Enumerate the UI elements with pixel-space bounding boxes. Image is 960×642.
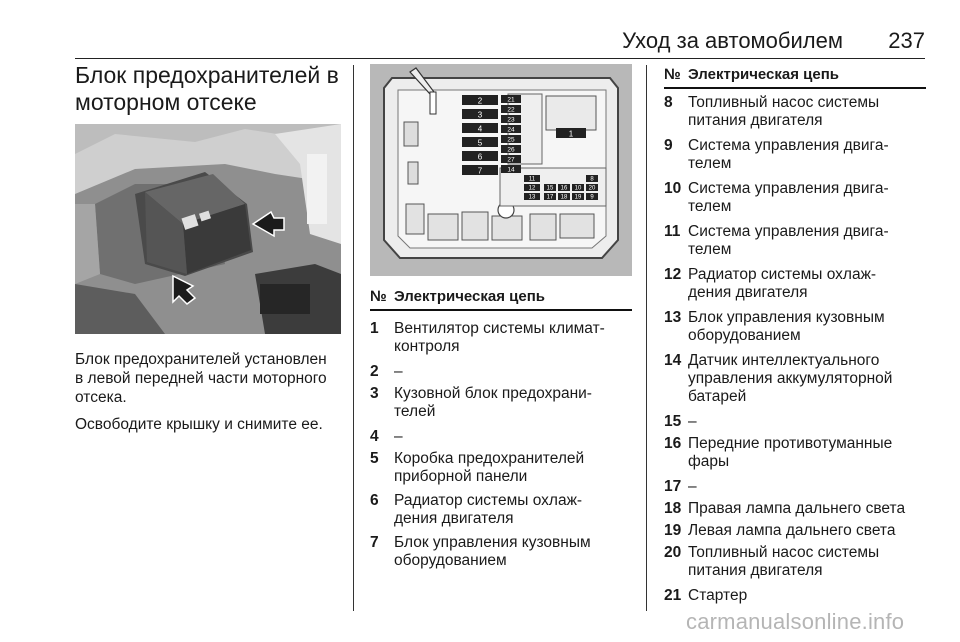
row-number: 20 [664, 544, 682, 561]
paragraph-line: Блок предохранителей установлен [75, 351, 327, 368]
fuse-label: 15 [546, 185, 554, 192]
fuse-label: 25 [507, 136, 515, 144]
row-number: 21 [664, 587, 682, 604]
row-number: 15 [664, 413, 682, 430]
row-description: Стартер [688, 587, 748, 604]
description-line: Кузовной блок предохрани- [394, 385, 592, 402]
row-description [688, 266, 876, 302]
description-line: Система управления двига- [688, 180, 889, 197]
row-description [688, 435, 892, 471]
fuse-label: 5 [477, 138, 483, 148]
row-number: 12 [664, 266, 682, 283]
row-number: 7 [370, 534, 379, 551]
row-description [394, 385, 592, 421]
fuse-label: 8 [590, 176, 594, 183]
watermark: carmanualsonline.info [686, 609, 905, 634]
description-line: приборной панели [394, 468, 528, 485]
row-description [688, 544, 879, 580]
header-number: № [664, 66, 681, 83]
row-description: – [688, 478, 697, 495]
row-description [688, 137, 889, 173]
row-description: – [688, 413, 697, 430]
paragraph-line: в левой передней части моторного [75, 370, 327, 387]
description-line: телей [394, 403, 436, 420]
fuse-label: 10 [574, 185, 582, 192]
description-line: дения двигателя [394, 510, 514, 527]
fuse-label: 16 [560, 185, 568, 192]
row-number: 16 [664, 435, 682, 452]
row-description [394, 492, 582, 528]
row-number: 6 [370, 492, 379, 509]
fuse-label: 13 [528, 194, 536, 201]
header-number: № [370, 288, 387, 305]
row-number: 5 [370, 450, 379, 467]
fuse-label: 26 [507, 146, 515, 154]
description-line: управления аккумуляторной [688, 370, 893, 387]
page-number: 237 [888, 28, 925, 53]
engine-compartment-photo [75, 124, 341, 334]
fuse-label: 12 [528, 185, 536, 192]
fuse-label: 11 [528, 176, 536, 183]
description-line: телем [688, 241, 732, 258]
description-line: Радиатор системы охлаж- [394, 492, 583, 509]
fuse-label: 19 [574, 194, 582, 201]
row-description [688, 180, 889, 216]
description-line: дения двигателя [688, 284, 808, 301]
row-number: 2 [370, 363, 379, 380]
row-description: – [394, 363, 403, 380]
fuse-label: 4 [477, 124, 483, 134]
description-line: Радиатор системы охлаж- [688, 266, 877, 283]
fuse-label: 18 [560, 194, 568, 201]
row-number: 9 [664, 137, 673, 154]
description-line: Топливный насос системы [688, 94, 880, 111]
column-divider [646, 65, 647, 611]
row-description: Левая лампа дальнего света [688, 522, 896, 539]
description-line: Блок управления кузовным [688, 309, 885, 326]
row-description [688, 352, 892, 406]
row-description [688, 94, 879, 130]
row-description [688, 223, 889, 259]
paragraph-line: отсека. [75, 389, 127, 406]
description-line: батарей [688, 388, 747, 405]
fuse-label: 6 [477, 152, 483, 162]
paragraph-instruction: Освободите крышку и снимите ее. [75, 416, 323, 433]
description-line: фары [688, 453, 730, 470]
description-line: телем [688, 155, 732, 172]
fuse-label: 21 [507, 96, 515, 104]
fuse-table-middle [370, 288, 632, 569]
row-number: 19 [664, 522, 682, 539]
row-number: 10 [664, 180, 682, 197]
description-line: Топливный насос системы [688, 544, 880, 561]
description-line: Коробка предохранителей [394, 450, 585, 467]
description-line: оборудованием [394, 552, 507, 569]
fuse-label: 22 [507, 106, 515, 114]
row-description [394, 450, 584, 486]
description-line: Датчик интеллектуального [688, 352, 880, 369]
description-line: оборудованием [688, 327, 801, 344]
row-number: 17 [664, 478, 682, 495]
row-description: Правая лампа дальнего света [688, 500, 906, 517]
section-title: Уход за автомобилем [622, 28, 843, 53]
table-header [664, 66, 926, 89]
row-number: 8 [664, 94, 673, 111]
table-header [370, 288, 632, 311]
row-number: 11 [664, 223, 681, 240]
row-description [394, 534, 591, 570]
relay-label [556, 128, 586, 139]
row-number: 4 [370, 428, 379, 445]
paragraph-location [75, 350, 345, 407]
description-line: контроля [394, 338, 460, 355]
fuse-label: 2 [477, 96, 483, 106]
row-number: 18 [664, 500, 682, 517]
description-line: питания двигателя [688, 112, 823, 129]
description-line: Вентилятор системы климат- [394, 320, 605, 337]
title-line-1: Блок предохранителей в [75, 62, 339, 88]
fuse-label: 9 [590, 194, 594, 201]
fuse-label: 14 [507, 166, 515, 174]
column-divider [353, 65, 354, 611]
description-line: Система управления двига- [688, 223, 889, 240]
description-line: питания двигателя [688, 562, 823, 579]
fuse-label: 27 [507, 156, 515, 164]
fuse-label: 23 [507, 116, 515, 124]
fuse-label: 17 [546, 194, 554, 201]
row-number: 14 [664, 352, 682, 369]
row-description: – [394, 428, 403, 445]
section-heading [75, 62, 343, 116]
title-line-2: моторном отсеке [75, 89, 257, 115]
body-text [75, 350, 345, 442]
fuse-label: 7 [477, 166, 483, 176]
row-number: 3 [370, 385, 379, 402]
row-description [688, 309, 885, 345]
row-number: 1 [370, 320, 379, 337]
fuse-label: 3 [477, 110, 483, 120]
fuse-label: 24 [507, 126, 515, 134]
row-description [394, 320, 605, 356]
header-circuit: Электрическая цепь [394, 288, 546, 305]
fuse-table-right [664, 66, 926, 604]
page-header [75, 28, 925, 59]
description-line: телем [688, 198, 732, 215]
description-line: Блок управления кузовным [394, 534, 591, 551]
fuse-label: 20 [588, 185, 596, 192]
left-column [75, 62, 343, 433]
fuse-label: 1 [568, 129, 574, 139]
description-line: Передние противотуманные [688, 435, 893, 452]
description-line: Система управления двига- [688, 137, 889, 154]
fuse-box-diagram [370, 64, 632, 276]
row-number: 13 [664, 309, 682, 326]
header-circuit: Электрическая цепь [688, 66, 840, 83]
